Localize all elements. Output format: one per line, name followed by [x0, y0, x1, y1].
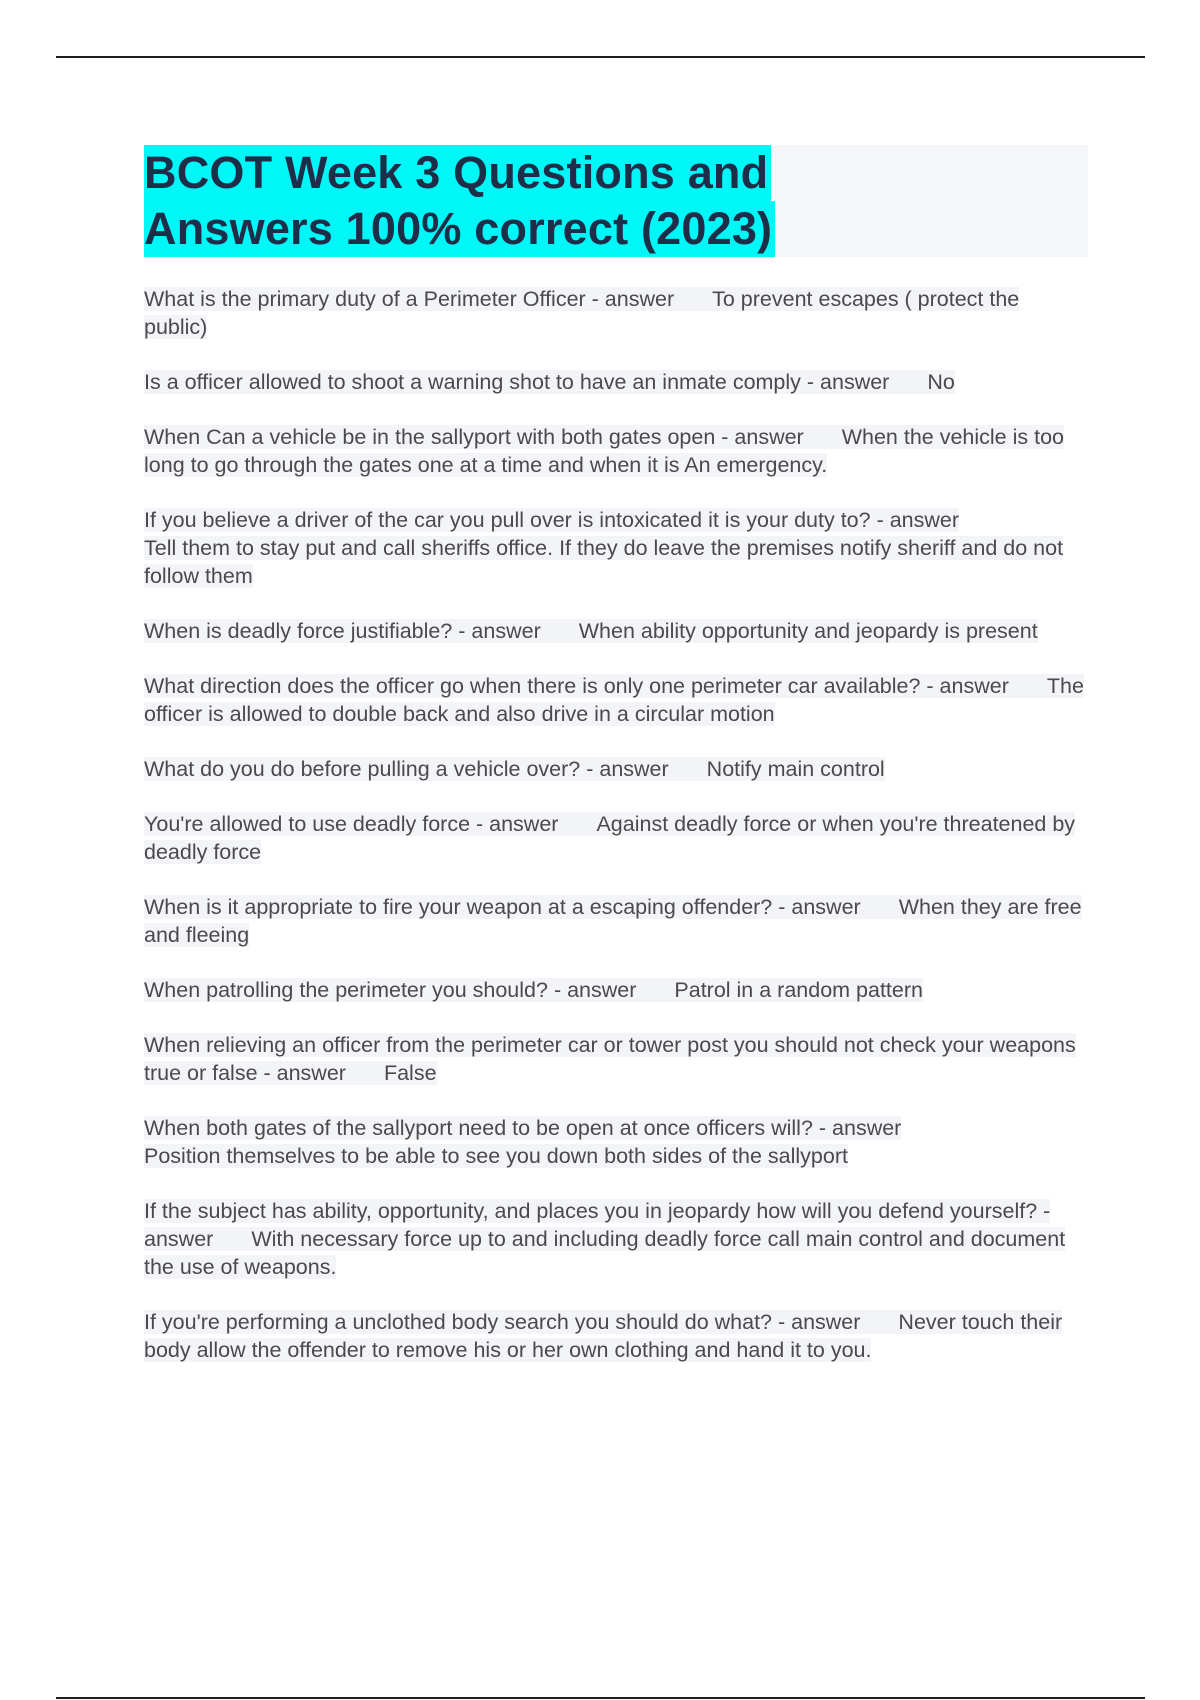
question-text: When Can a vehicle be in the sallyport with both gates open [144, 425, 716, 449]
answer-text: Notify main control [706, 757, 885, 781]
title-line-1: BCOT Week 3 Questions and [144, 145, 771, 201]
page-top-rule [56, 56, 1145, 58]
question-text: If you believe a driver of the car you pull over is intoxicated it is your duty to? [144, 508, 871, 532]
qa-item [144, 893, 1088, 949]
qa-item [144, 1031, 1088, 1087]
answer-separator: - answer [580, 757, 669, 781]
qa-item [144, 810, 1088, 866]
question-text: When is it appropriate to fire your weapon at a escaping offender? [144, 895, 773, 919]
page-bottom-rule [56, 1697, 1145, 1699]
qa-item [144, 285, 1088, 341]
qa-item [144, 672, 1088, 728]
qa-item [144, 1197, 1088, 1281]
qa-item [144, 976, 1088, 1004]
answer-separator: - answer [920, 674, 1009, 698]
answer-text: Tell them to stay put and call sheriffs office. If they do leave the premises notify sheriff and do not follow them [144, 536, 1064, 588]
answer-separator: - answer [772, 1310, 861, 1334]
question-text: If the subject has ability, opportunity, and places you in jeopardy how will you defend yourself? [144, 1199, 1038, 1223]
answer-separator: - answer [585, 287, 675, 311]
title-line-2: Answers 100% correct (2023) [144, 201, 775, 257]
answer-separator: - answer [257, 1061, 346, 1085]
document-body [144, 145, 1088, 1391]
qa-list [144, 285, 1088, 1364]
answer-text: When they are free and fleeing [144, 895, 1082, 947]
qa-item [144, 368, 1088, 396]
answer-text: With necessary force up to and including deadly force call main control and document the use of weapons. [144, 1227, 1066, 1279]
answer-text: When the vehicle is too long to go through the gates one at a time and when it is An emergency. [144, 425, 1065, 477]
answer-text: When ability opportunity and jeopardy is present [578, 619, 1038, 643]
qa-item [144, 1114, 1088, 1170]
question-text: If you're performing a unclothed body search you should do what? [144, 1310, 772, 1334]
answer-separator: - answer [547, 978, 637, 1002]
qa-item [144, 755, 1088, 783]
question-text: What direction does the officer go when there is only one perimeter car available? [144, 674, 921, 698]
answer-separator: - answer [452, 619, 541, 643]
qa-item [144, 617, 1088, 645]
answer-separator: - answer [870, 508, 960, 532]
answer-separator: - answer [144, 1199, 1051, 1251]
question-text: What is the primary duty of a Perimeter Officer [144, 287, 586, 311]
answer-text: False [383, 1061, 437, 1085]
answer-separator: - answer [715, 425, 804, 449]
question-text: When patrolling the perimeter you should? [144, 978, 548, 1002]
answer-separator: - answer [470, 812, 559, 836]
answer-text: Position themselves to be able to see you down both sides of the sallyport [144, 1144, 848, 1168]
question-text: What do you do before pulling a vehicle over? [144, 757, 581, 781]
question-text: When relieving an officer from the perimeter car or tower post you should not check your weapons true or false [144, 1033, 1076, 1085]
document-title [144, 145, 1088, 257]
answer-text: The officer is allowed to double back and also drive in a circular motion [144, 674, 1084, 726]
answer-separator: - answer [772, 895, 861, 919]
answer-text: Never touch their body allow the offender to remove his or her own clothing and hand it to you. [144, 1310, 1063, 1362]
answer-text: Patrol in a random pattern [674, 978, 923, 1002]
answer-text: No [927, 370, 955, 394]
title-block [144, 145, 1088, 257]
answer-separator: - answer [800, 370, 890, 394]
question-text: You're allowed to use deadly force [144, 812, 471, 836]
question-text: Is a officer allowed to shoot a warning shot to have an inmate comply [144, 370, 801, 394]
qa-item [144, 1308, 1088, 1364]
question-text: When both gates of the sallyport need to be open at once officers will? [144, 1116, 813, 1140]
qa-item [144, 423, 1088, 479]
qa-item [144, 506, 1088, 590]
answer-text: To prevent escapes ( protect the public) [144, 287, 1020, 339]
answer-text: Against deadly force or when you're threatened by deadly force [144, 812, 1076, 864]
question-text: When is deadly force justifiable? [144, 619, 453, 643]
answer-separator: - answer [812, 1116, 902, 1140]
